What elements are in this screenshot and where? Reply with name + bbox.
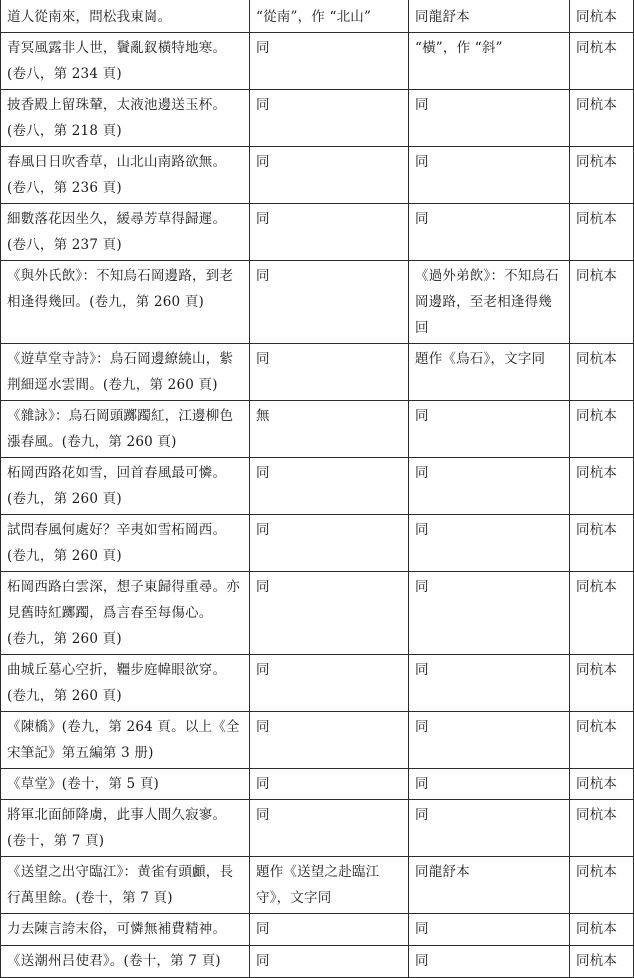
variant-cell: 無: [250, 401, 409, 458]
text-cell: [1, 914, 250, 946]
variant-cell: 同: [409, 769, 570, 800]
variant-cell: 同: [250, 946, 409, 978]
variant-cell: 同: [250, 572, 409, 655]
variant-cell: 同杭本: [570, 712, 634, 769]
cell-text: 將軍北面師降虜，此事人間久寂寥。: [7, 807, 227, 823]
text-cell: [1, 800, 250, 857]
cell-source: (卷八，第 218 頁): [7, 123, 122, 139]
table-row: [1, 515, 634, 572]
variant-cell: 同: [250, 344, 409, 401]
table-row: [1, 655, 634, 712]
variant-cell: 同: [409, 572, 570, 655]
cell-text: 青冥風露非人世，鬢亂釵橫特地寒。: [7, 40, 227, 56]
variant-cell: 同: [250, 90, 409, 147]
variant-cell: 同: [409, 655, 570, 712]
text-cell: [1, 857, 250, 914]
variant-cell: 同: [250, 147, 409, 204]
variant-cell: “橫”，作 “斜”: [409, 33, 570, 90]
cell-text: 披香殿上留珠輦，太液池邊送玉杯。: [7, 97, 227, 113]
variant-cell: 同杭本: [570, 857, 634, 914]
cell-source: (卷九，第 260 頁): [7, 688, 122, 704]
table-row: [1, 401, 634, 458]
variant-cell: 同: [409, 458, 570, 515]
table-row: [1, 0, 634, 33]
table-row: [1, 800, 634, 857]
text-cell: [1, 458, 250, 515]
variant-cell: 同: [409, 800, 570, 857]
variant-cell: 同杭本: [570, 655, 634, 712]
variant-cell: 同龍舒本: [409, 857, 570, 914]
variant-cell: 同: [409, 147, 570, 204]
variant-cell: 同: [250, 261, 409, 344]
cell-text: 柘岡西路白雲深，想子東歸得重尋。亦見舊時紅躑躅，爲言春至每傷心。: [7, 579, 240, 621]
table-row: [1, 344, 634, 401]
table-row: [1, 769, 634, 800]
variant-cell: 同杭本: [570, 458, 634, 515]
variant-cell: 同杭本: [570, 0, 634, 33]
variant-cell: 同: [250, 769, 409, 800]
cell-text: 《送望之出守臨江》：黄雀有頭顱，長行萬里餘。(卷十，第 7 頁): [7, 864, 234, 906]
text-cell: [1, 515, 250, 572]
cell-source: (卷十，第 7 頁): [7, 833, 105, 849]
variant-cell: 《過外弟飲》：不知烏石岡邊路，至老相逢得幾回: [409, 261, 570, 344]
variant-cell: 同: [409, 515, 570, 572]
text-cell: [1, 401, 250, 458]
variant-cell: 同: [250, 458, 409, 515]
text-cell: [1, 712, 250, 769]
variant-cell: 同: [409, 204, 570, 261]
cell-text: 細數落花因坐久，緩尋芳草得歸遲。: [7, 211, 227, 227]
table-row: [1, 857, 634, 914]
variant-cell: 同杭本: [570, 769, 634, 800]
variant-cell: 同: [250, 712, 409, 769]
cell-source: (卷八，第 237 頁): [7, 237, 122, 253]
cell-source: (卷九，第 260 頁): [7, 631, 122, 647]
variant-cell: 同: [409, 914, 570, 946]
variant-cell: 同杭本: [570, 946, 634, 978]
variant-cell: 同杭本: [570, 515, 634, 572]
variant-cell: 同杭本: [570, 914, 634, 946]
variant-cell: 同: [409, 946, 570, 978]
text-cell: [1, 147, 250, 204]
cell-source: (卷八，第 236 頁): [7, 180, 122, 196]
variant-cell: 同杭本: [570, 800, 634, 857]
variant-cell: 同杭本: [570, 344, 634, 401]
text-cell: [1, 946, 250, 978]
text-cell: [1, 769, 250, 800]
cell-text: 《遊草堂寺詩》：烏石岡邊繚繞山，紫荆細逕水雲間。(卷九，第 260 頁): [7, 351, 234, 393]
cell-text: 道人從南來，問松我東崗。: [7, 9, 172, 25]
cell-text: 柘岡西路花如雪，回首春風最可憐。: [7, 465, 227, 481]
table-row: [1, 712, 634, 769]
text-cell: [1, 90, 250, 147]
text-cell: [1, 344, 250, 401]
variant-cell: 同: [250, 655, 409, 712]
variant-cell: 同: [250, 515, 409, 572]
table-row: [1, 914, 634, 946]
cell-source: (卷八，第 234 頁): [7, 66, 122, 82]
table-row: [1, 458, 634, 515]
cell-text: 《與外氏飲》：不知烏石岡邊路，到老相逢得幾回。(卷九，第 260 頁): [7, 268, 234, 310]
text-cell: [1, 261, 250, 344]
variant-cell: 同杭本: [570, 204, 634, 261]
cell-text: 曲城丘墓心空折，韁步庭幃眼欲穿。: [7, 662, 227, 678]
cell-text: 力去陳言誇末俗，可憐無補費精神。: [7, 921, 227, 937]
cell-text: 春風日日吹香草，山北山南路欲無。: [7, 154, 227, 170]
table-row: [1, 204, 634, 261]
text-cell: [1, 33, 250, 90]
text-cell: [1, 572, 250, 655]
variant-cell: 同杭本: [570, 33, 634, 90]
cell-text: 試問春風何處好？辛夷如雪柘岡西。: [7, 522, 227, 538]
table-row: [1, 261, 634, 344]
variant-cell: 題作《送望之赴臨江守》，文字同: [250, 857, 409, 914]
variant-cell: 同龍舒本: [409, 0, 570, 33]
variant-cell: 同: [250, 914, 409, 946]
variant-cell: “從南”，作 “北山”: [250, 0, 409, 33]
variant-cell: 同杭本: [570, 90, 634, 147]
variant-cell: 同: [409, 90, 570, 147]
variant-cell: 同杭本: [570, 147, 634, 204]
variant-cell: 同: [409, 712, 570, 769]
variant-cell: 同: [409, 401, 570, 458]
cell-text: 《送潮州吕使君》。(卷十，第 7 頁): [7, 953, 221, 969]
variant-cell: 同杭本: [570, 261, 634, 344]
text-cell: [1, 204, 250, 261]
variant-cell: 題作《烏石》，文字同: [409, 344, 570, 401]
variant-cell: 同杭本: [570, 572, 634, 655]
table-row: [1, 946, 634, 978]
cell-text: 《陳橋》(卷九，第 264 頁。以上《全宋筆記》第五編第 3 册): [7, 719, 240, 761]
table-row: [1, 572, 634, 655]
text-cell: [1, 655, 250, 712]
cell-source: (卷九，第 260 頁): [7, 548, 122, 564]
cell-source: (卷九，第 260 頁): [7, 491, 122, 507]
variant-cell: 同: [250, 33, 409, 90]
text-cell: [1, 0, 250, 33]
cell-text: 《草堂》(卷十，第 5 頁): [7, 776, 160, 792]
variant-cell: 同: [250, 204, 409, 261]
variant-cell: 同杭本: [570, 401, 634, 458]
table-row: [1, 90, 634, 147]
variant-cell: 同: [250, 800, 409, 857]
cell-text: 《雜詠》：烏石岡頭躑躅紅，江邊柳色漲春風。(卷九，第 260 頁): [7, 408, 234, 450]
table-row: [1, 147, 634, 204]
table-row: [1, 33, 634, 90]
